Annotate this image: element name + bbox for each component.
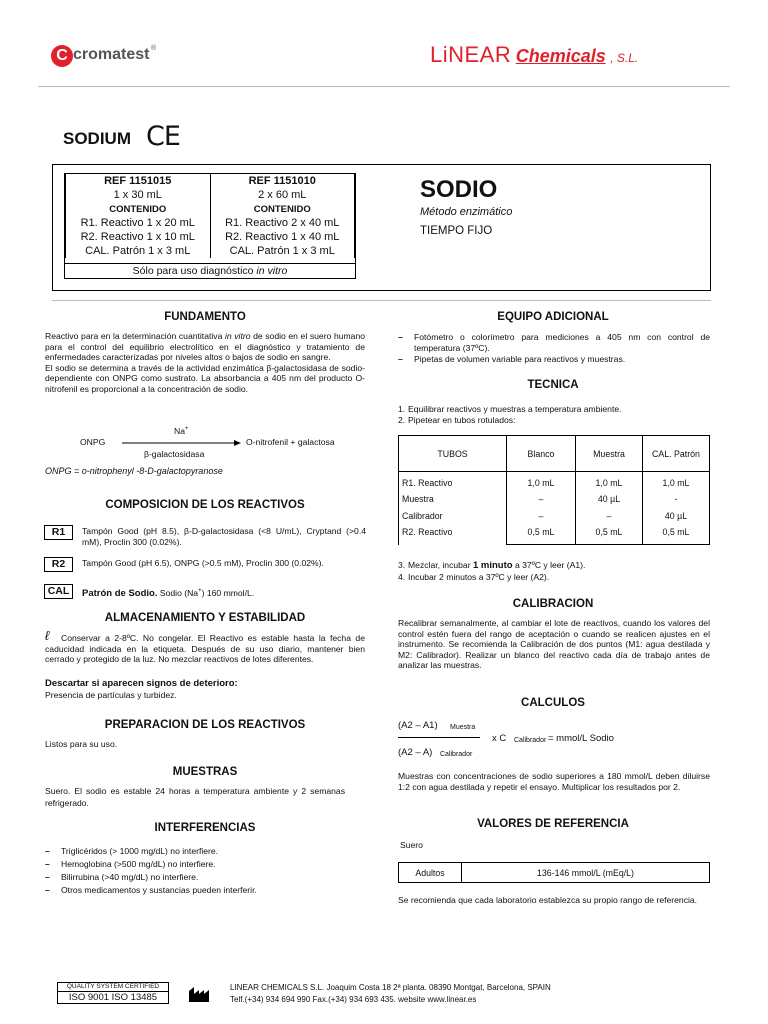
interferencia-item: Triglicéridos (> 1000 mg/dL) no interfiere. xyxy=(61,846,219,856)
ref2-r2: R2. Reactivo 1 x 40 mL xyxy=(210,230,355,244)
ref1-cal: CAL. Patrón 1 x 3 mL xyxy=(66,244,211,258)
fundamento-p2: El sodio se determina a través de la actividad enzimática β-galactosidasa de sodio-dependiente con ONPG como sustrato. La absorbancia a 405 nm del producto O-nitrofenil es proporcional a la concentración de sodio. xyxy=(45,362,365,394)
table-row xyxy=(399,472,710,545)
step-num: 2. xyxy=(398,415,406,426)
ref-table xyxy=(65,174,355,258)
formula-result: = mmol/L Sodio xyxy=(548,733,614,744)
fundamento-p1-a: Reactivo para en la determinación cuantitativa xyxy=(45,331,225,341)
ref2-cal: CAL. Patrón 1 x 3 mL xyxy=(210,244,355,258)
tecnica-steps-1 xyxy=(398,404,710,426)
interferencia-item: Otros medicamentos y sustancias pueden interferir. xyxy=(61,885,257,895)
tecnica-step4: Incubar 2 minutos a 37ºC y leer (A2). xyxy=(408,572,550,583)
reaction-cofactor-text: Na xyxy=(174,426,185,436)
quality-iso: ISO 9001 ISO 13485 xyxy=(68,992,158,1003)
almacenamiento-warn xyxy=(45,679,365,700)
step3-b: 1 minuto xyxy=(472,560,513,571)
tecnica-header: TUBOS xyxy=(399,436,507,472)
step3-a: Mezclar, incubar xyxy=(408,560,473,570)
tecnica-cell xyxy=(643,472,710,545)
formula-num-sub: Muestra xyxy=(450,724,476,731)
tecnica-header: Blanco xyxy=(507,436,576,472)
list-item xyxy=(45,858,365,871)
cromatest-logo-text: cromatest xyxy=(73,46,150,63)
cromatest-logo-reg: ® xyxy=(151,45,157,52)
formula-times: x C xyxy=(492,733,507,744)
formula xyxy=(398,718,710,762)
tecnica-value: 0,5 mL xyxy=(527,527,555,538)
almacenamiento-text xyxy=(45,633,365,665)
preparacion-title: PREPARACION DE LOS REACTIVOS xyxy=(104,719,306,731)
r2-badge: R2 xyxy=(44,557,73,572)
referencia-range: 136-146 mmol/L (mEq/L) xyxy=(462,863,710,883)
list-item xyxy=(398,332,710,353)
ref1-size: 1 x 30 mL xyxy=(66,188,211,202)
tecnica-row-label: R1. Reactivo xyxy=(402,478,453,488)
cal-text-bold: Patrón de Sodio. xyxy=(82,587,158,599)
cal-text xyxy=(82,586,366,599)
formula-c-sub: Calibrador xyxy=(514,737,547,744)
linear-chemicals-logo xyxy=(430,42,720,72)
reaction-cofactor xyxy=(174,426,189,436)
interferencia-item: Hemoglobina (>500 mg/dL) no interfiere. xyxy=(61,859,216,869)
list-item xyxy=(398,354,710,365)
reaction-arrow xyxy=(122,439,242,447)
tecnica-steps-2 xyxy=(398,560,710,583)
linear-logo-chemicals: Chemicals xyxy=(515,46,606,66)
r2-text: Tampón Good (pH 6.5), ONPG (>0.5 mM), Proclin 300 (0.02%). xyxy=(82,558,324,568)
calculos-title: CALCULOS xyxy=(521,697,585,709)
ref-footer-italic: in vitro xyxy=(256,265,288,277)
fundamento-title: FUNDAMENTO xyxy=(164,311,246,323)
formula-den: (A2 – A) xyxy=(398,747,433,758)
formula-bar xyxy=(398,737,480,738)
equipo-item: Pipetas de volumen variable para reactivos y muestras. xyxy=(414,353,626,364)
referencia-table xyxy=(398,862,710,883)
list-item xyxy=(398,404,710,415)
cal-text-b: ) 160 mmol/L. xyxy=(201,587,255,598)
list-item xyxy=(398,572,710,583)
equipo-title: EQUIPO ADICIONAL xyxy=(497,311,609,323)
calibracion-title: CALIBRACION xyxy=(512,598,594,610)
muestras-text: Suero. El sodio es estable 24 horas a temperatura ambiente y 2 semanas refrigerado. xyxy=(45,786,345,808)
product-title-es: SODIO xyxy=(420,176,498,203)
product-mode: TIEMPO FIJO xyxy=(420,225,493,237)
tecnica-value: 1,0 mL xyxy=(527,478,555,488)
ref2-size: 2 x 60 mL xyxy=(210,188,355,202)
tecnica-value: 40 µL xyxy=(664,510,688,521)
temperature-icon: ℓ xyxy=(45,628,50,643)
step3-c: a 37ºC y leer (A1). xyxy=(512,560,586,570)
ref-table-footer xyxy=(65,263,355,279)
tecnica-cell xyxy=(399,472,507,545)
tecnica-value: 0,5 mL xyxy=(595,527,623,538)
ref1-code: REF 1151015 xyxy=(66,174,211,188)
referencia-note: Se recomienda que cada laboratorio establezca su propio rango de referencia. xyxy=(398,895,698,905)
interferencias-title: INTERFERENCIAS xyxy=(154,822,256,834)
bullet-dash: – xyxy=(45,859,50,869)
referencia-title: VALORES DE REFERENCIA xyxy=(477,818,629,830)
step-num: 3. xyxy=(398,560,406,570)
factory-icon xyxy=(188,985,212,1003)
tecnica-value: 1,0 mL xyxy=(662,478,690,488)
almacenamiento-warn-bold: Descartar si aparecen signos de deterioro: xyxy=(45,678,238,689)
ref2-r1: R1. Reactivo 2 x 40 mL xyxy=(210,216,355,230)
bullet-dash: – xyxy=(45,885,50,895)
almacenamiento-warn-text: Presencia de partículas y turbidez. xyxy=(45,689,177,700)
footer-company: LINEAR CHEMICALS S.L. Joaquim Costa 18 2ª planta. 08390 Montgat, Barcelona, SPAIN xyxy=(230,983,551,992)
list-item xyxy=(398,560,710,572)
ref1-contenido: CONTENIDO xyxy=(66,202,211,216)
reaction-enzyme: β-galactosidasa xyxy=(144,449,205,459)
tecnica-cell xyxy=(507,472,576,545)
ref-table-box xyxy=(64,173,356,279)
cal-text-a: Sodio (Na xyxy=(157,587,199,598)
tecnica-value: – xyxy=(538,510,544,521)
bullet-dash: – xyxy=(398,353,403,364)
tecnica-value: – xyxy=(606,510,612,521)
list-item xyxy=(45,845,365,858)
ce-mark: CE xyxy=(146,121,180,152)
r1-badge: R1 xyxy=(44,525,73,540)
step-num: 4. xyxy=(398,572,406,583)
ref-footer-text: Sólo para uso diagnóstico xyxy=(132,265,257,277)
ref2-code: REF 1151010 xyxy=(210,174,355,188)
onpg-note: ONPG = o-nitrophenyl -8-D-galactopyranose xyxy=(45,466,223,476)
ref1-r2: R2. Reactivo 1 x 10 mL xyxy=(66,230,211,244)
bullet-dash: – xyxy=(45,846,50,856)
tecnica-value: – xyxy=(538,494,544,505)
bullet-dash: – xyxy=(45,872,50,882)
tecnica-value: 40 µL xyxy=(597,494,621,505)
tecnica-cell xyxy=(576,472,643,545)
equipo-item: Fotómetro o colorímetro para mediciones a 405 nm con control de temperatura (37ºC). xyxy=(414,332,710,353)
cal-text-sup: + xyxy=(198,588,202,594)
tecnica-header: CAL. Patrón xyxy=(643,436,710,472)
preparacion-text: Listos para su uso. xyxy=(45,739,118,749)
referencia-group: Adultos xyxy=(399,863,462,883)
list-item xyxy=(45,871,365,884)
fundamento-p1-italic: in vitro xyxy=(224,331,251,341)
quality-label: QUALITY SYSTEM CERTIFIED xyxy=(58,983,168,992)
table-row xyxy=(399,863,710,883)
formula-den-sub: Calibrador xyxy=(440,751,473,758)
interferencia-item: Bilirrubina (>40 mg/dL) no interfiere. xyxy=(61,872,199,882)
almacenamiento-title: ALMACENAMIENTO Y ESTABILIDAD xyxy=(104,612,306,624)
reaction-right: O-nitrofenil + galactosa xyxy=(246,437,335,447)
calibracion-text: Recalibrar semanalmente, al cambiar el lote de reactivos, cuando los valores del control estén fuera del rango de aceptación o cuando se realicen ajustes en el instrumento. Se recomienda la Calibración de dos puntos (M1: agua destilada y M2: Calibrador). Realizar un blanco del reactivo cada día de trabajo antes de analizar las muestras. xyxy=(398,618,710,671)
tecnica-table xyxy=(398,435,710,545)
ref1-r1: R1. Reactivo 1 x 20 mL xyxy=(66,216,211,230)
header-rule xyxy=(38,86,730,87)
composicion-title: COMPOSICION DE LOS REACTIVOS xyxy=(105,499,305,511)
tecnica-value: 0,5 mL xyxy=(662,527,690,538)
product-method: Método enzimático xyxy=(420,206,513,218)
quality-box xyxy=(57,982,169,1004)
cal-badge: CAL xyxy=(44,584,73,599)
reaction-cofactor-sup: + xyxy=(185,426,189,433)
interferencias-list xyxy=(45,845,365,897)
step-num: 1. xyxy=(398,404,406,414)
list-item xyxy=(45,884,365,897)
tecnica-row-label: R2. Reactivo xyxy=(402,527,453,538)
tecnica-step3 xyxy=(408,560,585,572)
cromatest-logo xyxy=(51,45,171,71)
footer-contact: Telf.(+34) 934 694 990 Fax.(+34) 934 693 435. website www.linear.es xyxy=(230,995,477,1004)
tecnica-title: TECNICA xyxy=(527,379,579,391)
formula-num: (A2 – A1) xyxy=(398,720,438,731)
r1-text: Tampón Good (pH 8.5), β-D-galactosidasa (<8 U/mL), Cryptand (>0.4 mM), Proclin 300 (0.02%). xyxy=(82,526,366,547)
tecnica-row-label: Calibrador xyxy=(402,510,443,521)
calculos-text: Muestras con concentraciones de sodio superiores a 180 mmol/L deben diluirse 1:2 con agua destilada y repetir el ensayo. Multiplicar los resultados por 2. xyxy=(398,771,710,792)
section-rule xyxy=(52,300,711,301)
muestras-title: MUESTRAS xyxy=(172,766,238,778)
fundamento-p1-b: de sodio en el suero humano para el control del equilibrio electrolítico en el diagnóstico y tratamiento de enfermedades caracterizadas por niveles altos o bajos de sodio en sangre. xyxy=(45,331,365,363)
tecnica-value: - xyxy=(674,494,678,505)
tecnica-step: Pipetear en tubos rotulados: xyxy=(408,415,516,426)
tecnica-row-label: Muestra xyxy=(402,494,434,505)
almacenamiento-main: Conservar a 2-8ºC. No congelar. El Reactivo es estable hasta la fecha de caducidad indicada en la etiqueta. Después de su uso diario, mantener bien cerrado y protegido de la luz. No mezclar reactivos de lotes diferentes. xyxy=(45,633,365,665)
linear-logo-sl: , S.L. xyxy=(610,51,639,65)
cromatest-logo-mark: C xyxy=(51,45,73,67)
linear-logo-li: LiNEAR xyxy=(430,42,512,67)
equipo-list xyxy=(398,332,710,365)
tecnica-header: Muestra xyxy=(576,436,643,472)
list-item xyxy=(398,415,710,426)
reaction-left: ONPG xyxy=(80,437,106,447)
bullet-dash: – xyxy=(398,332,403,342)
fundamento-text xyxy=(45,331,365,395)
tecnica-value: 1,0 mL xyxy=(595,478,623,488)
tecnica-step: Equilibrar reactivos y muestras a temperatura ambiente. xyxy=(408,404,622,414)
referencia-sample: Suero xyxy=(400,840,423,850)
product-title-en: SODIUM xyxy=(63,129,131,148)
ref2-contenido: CONTENIDO xyxy=(210,202,355,216)
